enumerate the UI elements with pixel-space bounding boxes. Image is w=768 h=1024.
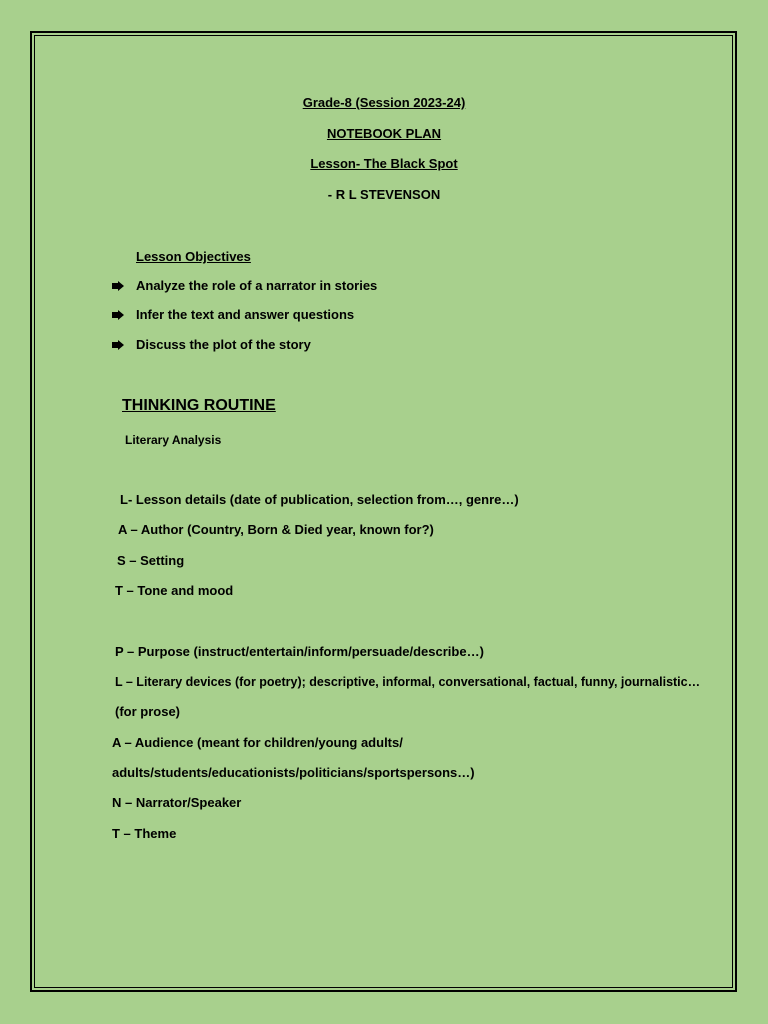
routine-line-author: A – Author (Country, Born & Died year, known for?)	[118, 522, 434, 537]
objectives-heading: Lesson Objectives	[136, 249, 251, 264]
author-line: - R L STEVENSON	[327, 187, 441, 202]
pointing-hand-icon	[112, 310, 124, 320]
grade-session-line: Grade-8 (Session 2023-24)	[302, 95, 466, 110]
routine-line-setting: S – Setting	[117, 553, 185, 568]
routine-line-audience: A – Audience (meant for children/young adults/	[112, 735, 403, 750]
routine-line-narrator: N – Narrator/Speaker	[112, 795, 242, 810]
pointing-hand-icon	[112, 281, 124, 291]
pointing-hand-icon	[112, 340, 124, 350]
objective-item: Infer the text and answer questions	[136, 307, 355, 322]
routine-line-audience-continued: adults/students/educationists/politicians/sportspersons…)	[112, 765, 475, 780]
notebook-plan-title: NOTEBOOK PLAN	[326, 126, 442, 141]
page-border-inner	[34, 35, 733, 988]
objective-item: Analyze the role of a narrator in stories	[136, 278, 378, 293]
objective-item: Discuss the plot of the story	[136, 337, 311, 352]
literary-analysis-subheading: Literary Analysis	[125, 433, 222, 447]
routine-line-lesson-details: L- Lesson details (date of publication, selection from…, genre…)	[120, 492, 519, 507]
routine-line-theme: T – Theme	[112, 826, 177, 841]
thinking-routine-heading: THINKING ROUTINE	[122, 397, 276, 414]
routine-line-purpose: P – Purpose (instruct/entertain/inform/persuade/describe…)	[115, 644, 484, 659]
routine-line-literary-devices: L – Literary devices (for poetry); descriptive, informal, conversational, factual, funny, journalistic…	[115, 675, 701, 689]
routine-line-for-prose: (for prose)	[115, 704, 180, 719]
lesson-title: Lesson- The Black Spot	[310, 156, 458, 171]
routine-line-tone: T – Tone and mood	[115, 583, 234, 598]
